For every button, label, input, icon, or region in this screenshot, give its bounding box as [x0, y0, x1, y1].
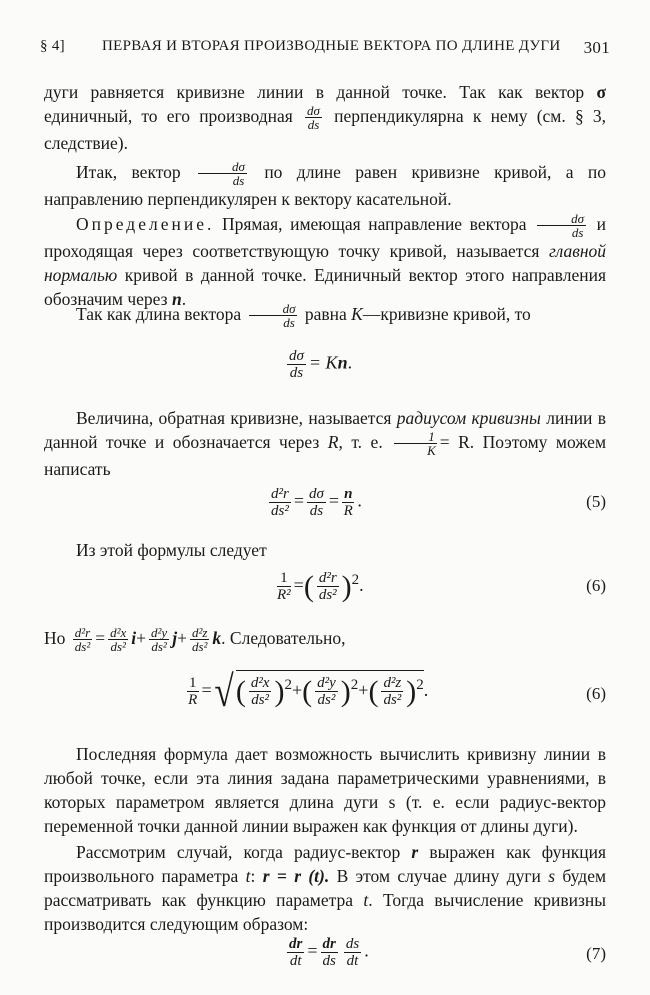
- equation-label-5: (5): [586, 492, 606, 511]
- vector-n: n: [171, 289, 182, 310]
- paragraph-1: [44, 80, 606, 155]
- equation-7: $\frac{dr}{dt}$ = $\frac{dr}{ds}$ $\frac{ds}{dt}$ .: [289, 936, 369, 969]
- paragraph-5: Величина, обратная кривизне, называется радиусом кривизны линии в данной точке и обозначается через R, т. е. $\frac{1}{K}$ = R. Поэтому можем написать: [44, 408, 607, 480]
- equation-label-7: (7): [586, 944, 606, 963]
- equation-6: $\frac{1}{\text{R²}}$ =( $\frac{\text{d²r}}{\text{ds²}}$ )$^2$.: [277, 569, 364, 604]
- text: и проходящая через соответствующую точку кривой, называется: [44, 214, 607, 262]
- paragraph-definition: [44, 212, 606, 311]
- equation-label-6b: (6): [586, 684, 606, 703]
- paragraph-7: Но $\frac{\text{d²r}}{\text{ds²}}$ = $\frac{\text{d²x}}{\text{ds²}}$ i+ $\frac{\text{d²y}}{\text{ds²}}$ j+ $\frac{\text{d²z}}{\text{ds²}}$ k. Следовательно,: [44, 625, 346, 655]
- text: будем рассматривать как функцию параметра: [44, 866, 607, 910]
- inline-eq-r-of-t: r = r (t).: [262, 866, 330, 886]
- paragraph-9: Рассмотрим случай, когда радиус-вектор r выражен как функция произвольного параметра t: r = r (t). В этом случае длину дуги s будем рассматривать как функцию параметра t. Тогда вычисление кривизны производится следующим образом:: [44, 842, 607, 934]
- text: . Тогда вычисление кривизны производится следующим образом:: [44, 890, 606, 934]
- paragraph-4: [44, 302, 606, 329]
- var-K: K: [351, 304, 363, 324]
- text: Величина, обратная кривизне, называется: [76, 408, 392, 428]
- page-number: 301: [583, 38, 610, 57]
- text: Итак, вектор: [76, 162, 181, 182]
- header-title: ПЕРВАЯ И ВТОРАЯ ПРОИЗВОДНЫЕ ВЕКТОРА ПО ДЛИНЕ ДУГИ: [102, 38, 561, 54]
- text: перпендикулярна к нему (см. § 3, следствие).: [44, 106, 607, 154]
- paragraph-2: [44, 160, 606, 211]
- text: = R. Поэтому можем написать: [44, 432, 607, 480]
- var-t: t: [245, 866, 251, 886]
- equation-dsigma-Kn: $\frac{d\sigma}{ds}$ = Kn.: [289, 348, 353, 381]
- equation-5: $\frac{\text{d²r}}{\text{ds²}}$ = $\frac{d\sigma}{ds}$ = $\frac{n}{R}$ .: [271, 486, 362, 519]
- header-section: § 4]: [40, 38, 65, 54]
- text: , т. е.: [338, 432, 383, 452]
- fraction-dsigma-ds: $\frac{d\sigma}{ds}$: [249, 302, 298, 329]
- text: —кривизне кривой, то: [362, 304, 531, 324]
- text: по длине равен кривизне кривой, а по направлению перпендикулярен к вектору касательной.: [44, 162, 607, 210]
- text: .: [181, 289, 187, 310]
- var-t: t: [363, 890, 369, 910]
- equation-6-sqrt: $\frac{1}{R}$ =√( $\frac{\text{d²x}}{\text{ds²}}$ )$^2$+( $\frac{\text{d²y}}{\text{ds²}}$ )$^2$+( $\frac{\text{d²z}}{\text{ds²}}$ )$^2$.: [188, 666, 429, 716]
- text: В этом случае длину дуги: [336, 866, 541, 886]
- text: Прямая, имеющая направление вектора: [221, 214, 527, 234]
- text: Так как длина вектора: [76, 304, 242, 324]
- equation-label-6: (6): [586, 576, 606, 595]
- paragraph-8: Последняя формула дает возможность вычислить кривизну линии в любой точке, если эта линия задана параметрическими уравнениями, в которых параметром является длина дуги s (т. е. если радиус-вектор переменной точки данной линии выражен как функция от длины дуги).: [44, 744, 606, 836]
- text: равна: [304, 304, 347, 324]
- fraction-dsigma-ds: $\frac{d\sigma}{ds}$: [537, 212, 586, 239]
- text: линии в данной точке и обозначается через: [44, 408, 606, 452]
- vector-r: r: [411, 842, 419, 862]
- text: Рассмотрим случай, когда радиус-вектор: [76, 842, 401, 862]
- sigma-symbol: σ: [596, 82, 606, 102]
- fraction-dsigma-ds: $\frac{d\sigma}{ds}$: [198, 160, 247, 187]
- text: дуги равняется кривизне линии в данной точке. Так как вектор: [44, 82, 585, 102]
- term-main-normal: главной нормалью: [44, 241, 607, 286]
- paragraph-6: Из этой формулы следует: [76, 540, 267, 560]
- term-radius-curvature: радиусом кривизны: [396, 408, 541, 428]
- text: выражен как функция произвольного параметра: [44, 842, 607, 886]
- definition-label: Определение.: [76, 214, 215, 234]
- var-R: R: [327, 432, 339, 452]
- var-s: s: [548, 866, 556, 886]
- fraction-dsigma-ds: $\frac{d\sigma}{ds}$: [307, 103, 320, 133]
- text: кривой в данной точке. Единичный вектор этого направления обозначим через: [44, 265, 606, 310]
- text: единичный, то его производная: [44, 106, 293, 126]
- running-header: [40, 38, 610, 60]
